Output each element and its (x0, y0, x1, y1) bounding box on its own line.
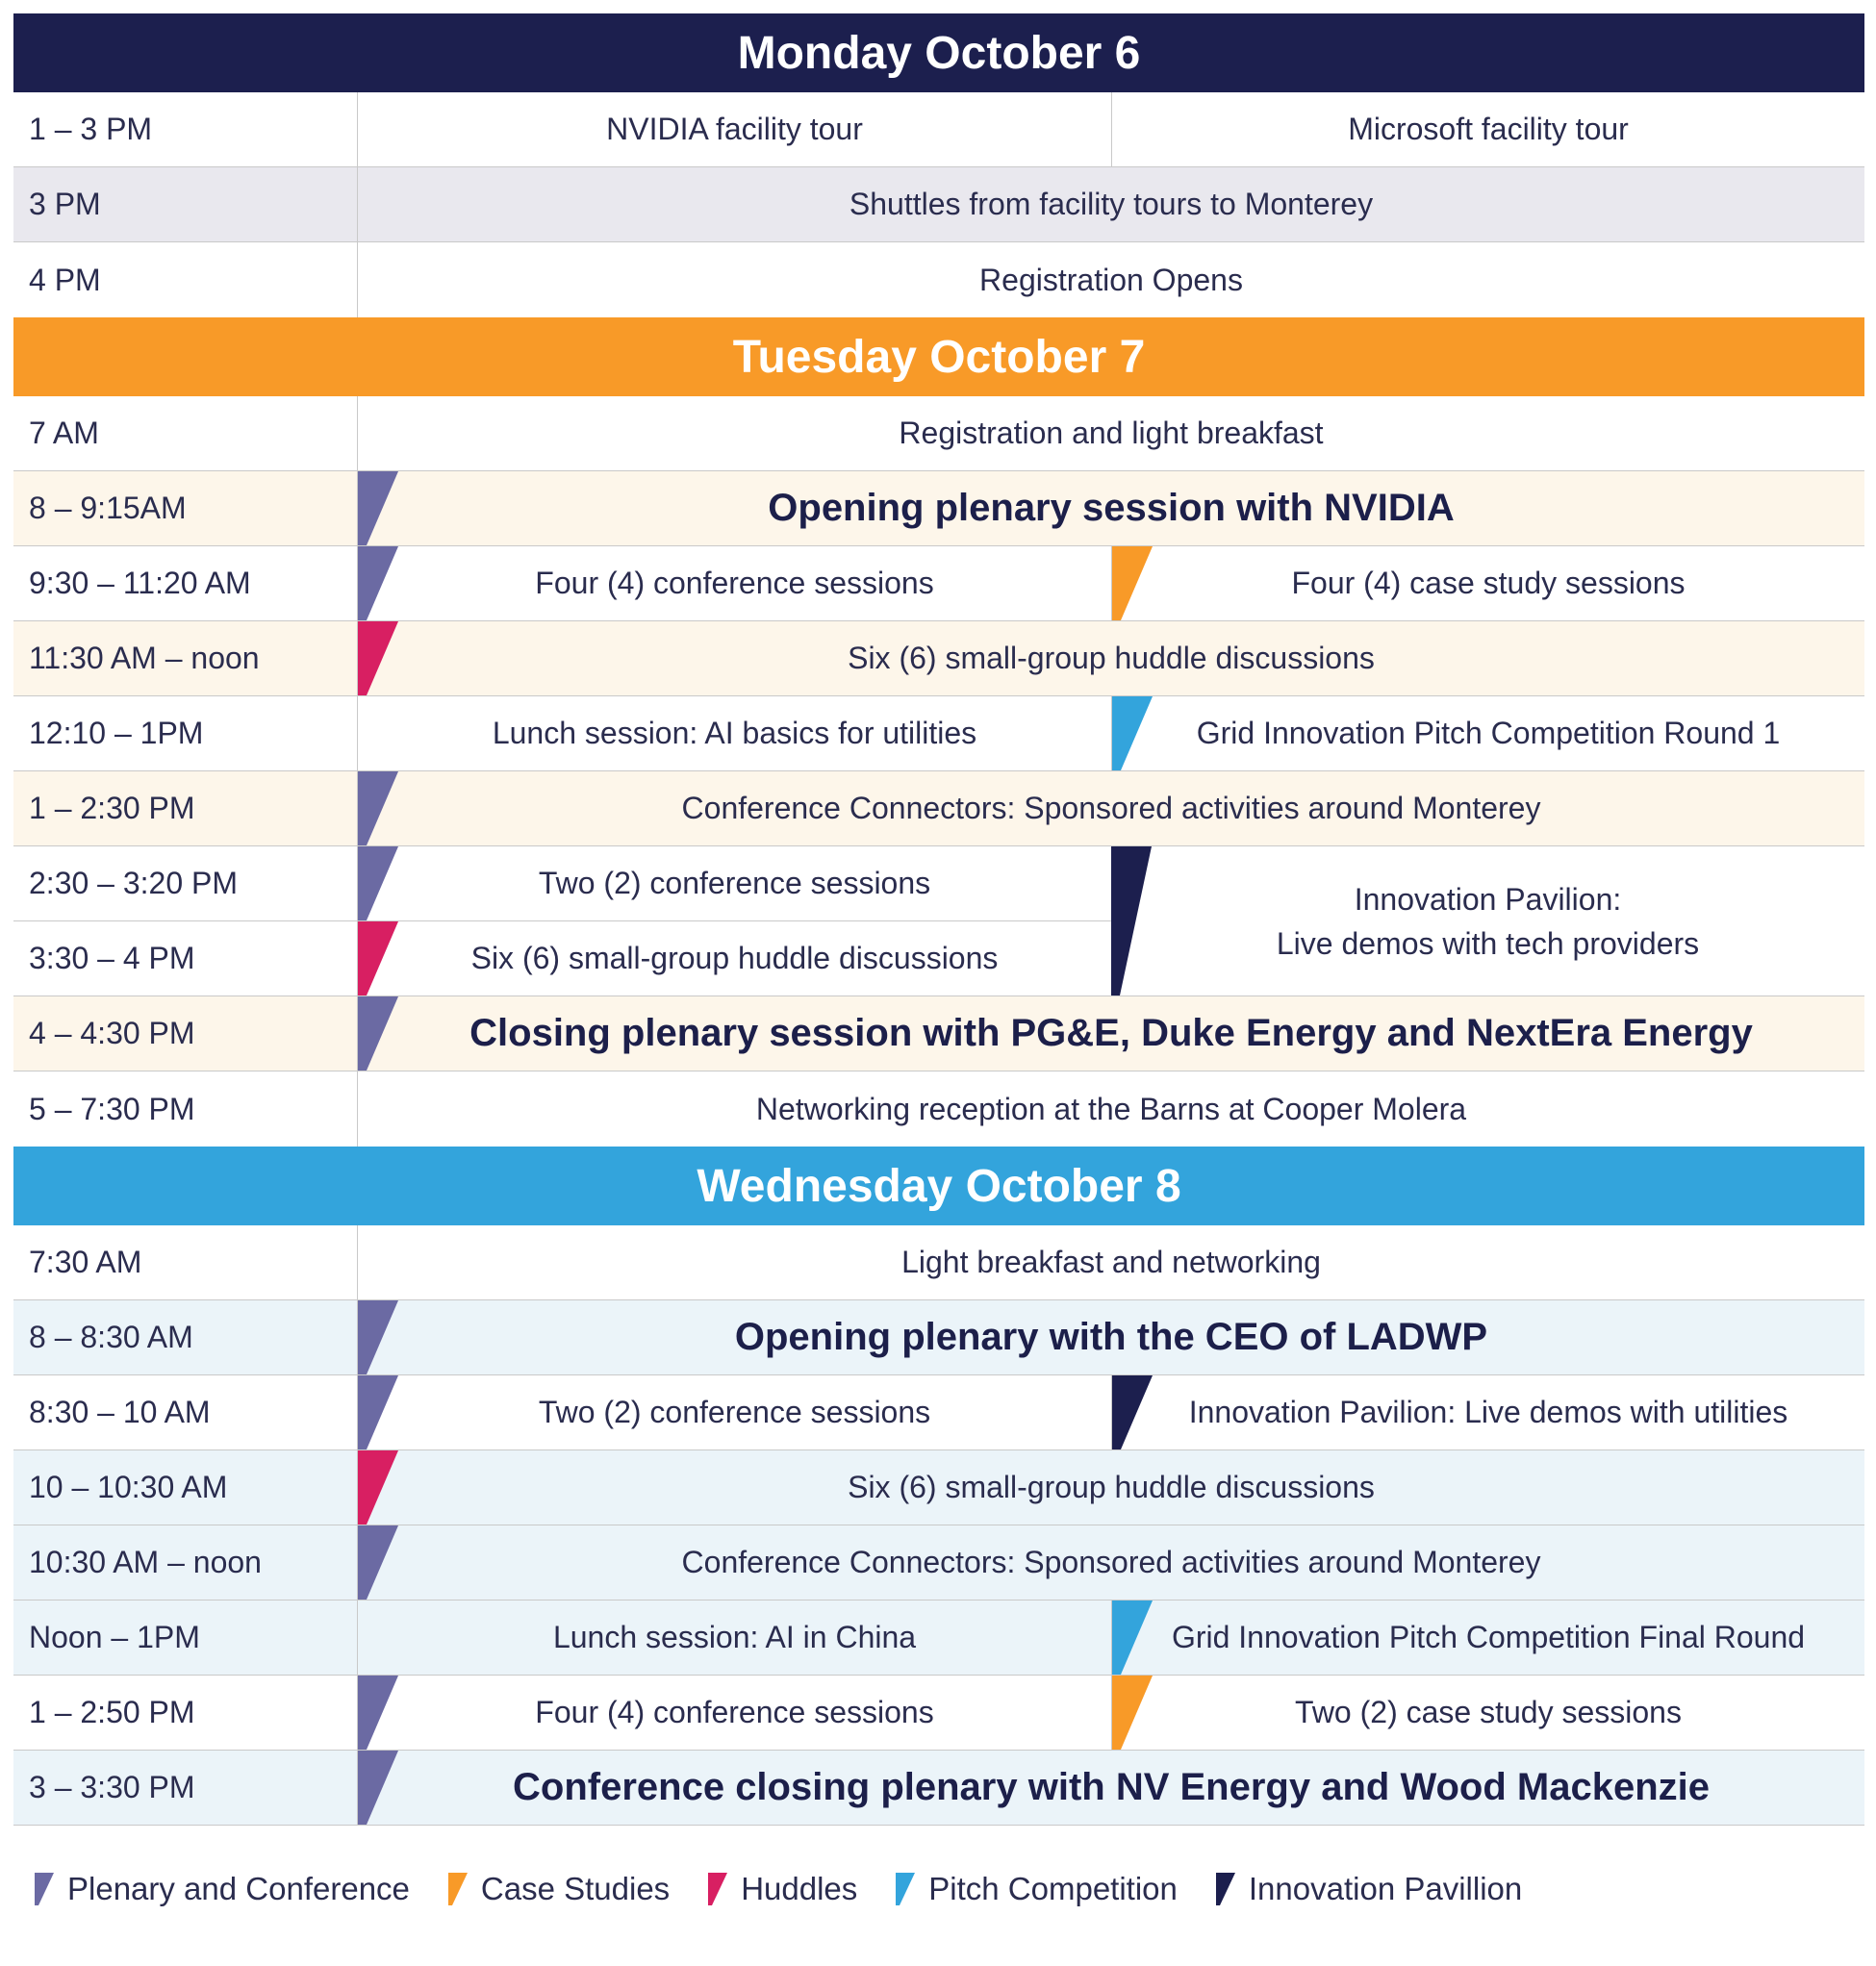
session-cell (1112, 696, 1864, 770)
session-text: Four (4) case study sessions (1291, 566, 1686, 600)
time-label: 12:10 – 1PM (13, 696, 358, 770)
session-text: Conference Connectors: Sponsored activities around Monterey (681, 1545, 1541, 1579)
pavilion-line-1: Innovation Pavilion: (1354, 881, 1622, 917)
legend-label: Innovation Pavillion (1248, 1871, 1523, 1906)
schedule-row (13, 167, 1864, 242)
session-text: Two (2) case study sessions (1295, 1695, 1682, 1729)
pitch-marker-icon (1112, 696, 1153, 770)
plenary-marker-icon (358, 996, 398, 1071)
session-cell (1112, 546, 1864, 620)
time-label: 10:30 AM – noon (13, 1525, 358, 1600)
schedule-row (13, 696, 1864, 771)
pavilion-cell (1111, 846, 1864, 996)
schedule-row (13, 1450, 1864, 1525)
session-cell: Shuttles from facility tours to Monterey (849, 187, 1374, 221)
plenary-legend-icon (35, 1873, 54, 1905)
time-label: 4 PM (13, 242, 358, 317)
day-title: Wednesday October 8 (697, 1160, 1181, 1212)
huddle-marker-icon (358, 1450, 398, 1525)
plenary-marker-icon (358, 846, 398, 920)
legend-item-pitch (896, 1871, 1178, 1907)
schedule-row (13, 396, 1864, 471)
schedule-row (13, 846, 1111, 921)
schedule-table (13, 13, 1864, 1826)
schedule-row (13, 996, 1864, 1071)
session-cell: Lunch session: AI in China (358, 1601, 1112, 1675)
session-text: Conference closing plenary with NV Energy and Wood Mackenzie (513, 1766, 1710, 1808)
day-header-monday (13, 13, 1864, 92)
schedule-row (13, 1525, 1864, 1601)
session-text: Grid Innovation Pitch Competition Round 1 (1196, 716, 1781, 750)
session-cell (1112, 1676, 1864, 1750)
schedule-row (13, 1751, 1864, 1826)
legend-item-case (448, 1871, 670, 1907)
schedule-row (13, 471, 1864, 546)
session-text: Opening plenary session with NVIDIA (768, 487, 1455, 529)
plenary-session-cell (358, 1300, 1864, 1374)
legend (13, 1871, 1560, 1907)
huddle-marker-icon (358, 621, 398, 695)
time-label: 1 – 3 PM (13, 92, 358, 166)
plenary-session-cell (358, 996, 1864, 1071)
session-text: Grid Innovation Pitch Competition Final Round (1171, 1620, 1806, 1654)
time-label: 3 – 3:30 PM (13, 1751, 358, 1825)
session-cell (358, 846, 1111, 920)
case-study-marker-icon (1112, 1676, 1153, 1750)
case-study-marker-icon (1112, 546, 1153, 620)
session-text: Six (6) small-group huddle discussions (848, 641, 1375, 675)
time-label: 10 – 10:30 AM (13, 1450, 358, 1525)
schedule-row (13, 242, 1864, 317)
time-label: Noon – 1PM (13, 1601, 358, 1675)
time-label: 8 – 8:30 AM (13, 1300, 358, 1374)
session-cell (1112, 1375, 1864, 1449)
schedule-row (13, 1300, 1864, 1375)
plenary-marker-icon (358, 1676, 398, 1750)
session-cell: Lunch session: AI basics for utilities (358, 696, 1112, 770)
huddle-marker-icon (358, 921, 398, 996)
plenary-marker-icon (358, 1751, 398, 1825)
session-text: Six (6) small-group huddle discussions (848, 1470, 1375, 1504)
session-text: Opening plenary with the CEO of LADWP (734, 1316, 1488, 1358)
session-cell (1112, 1601, 1864, 1675)
session-cell: Registration and light breakfast (899, 416, 1324, 450)
time-label: 4 – 4:30 PM (13, 996, 358, 1071)
legend-label: Pitch Competition (928, 1871, 1178, 1906)
pavilion-marker-icon (1112, 1375, 1153, 1449)
session-cell (358, 1450, 1864, 1525)
plenary-marker-icon (358, 546, 398, 620)
legend-label: Huddles (741, 1871, 858, 1906)
time-label: 3 PM (13, 167, 358, 241)
session-text: Four (4) conference sessions (535, 566, 934, 600)
session-cell (358, 921, 1111, 996)
session-cell: Light breakfast and networking (901, 1245, 1321, 1279)
schedule-row (13, 92, 1864, 167)
time-label: 7 AM (13, 396, 358, 470)
time-label: 11:30 AM – noon (13, 621, 358, 695)
time-label: 8 – 9:15AM (13, 471, 358, 545)
schedule-row (13, 1071, 1864, 1147)
pavilion-block (13, 846, 1864, 996)
session-cell (358, 1525, 1864, 1600)
legend-item-pavilion (1216, 1871, 1522, 1907)
schedule-row (13, 546, 1864, 621)
plenary-session-cell (358, 1751, 1864, 1825)
legend-item-plenary (35, 1871, 410, 1907)
pavilion-marker-icon (1111, 846, 1152, 996)
schedule-row (13, 621, 1864, 696)
schedule-row (13, 1676, 1864, 1751)
huddle-legend-icon (708, 1873, 727, 1905)
day-title: Tuesday October 7 (732, 331, 1146, 383)
plenary-marker-icon (358, 771, 398, 845)
time-label: 2:30 – 3:20 PM (13, 846, 358, 920)
legend-label: Case Studies (480, 1871, 671, 1906)
plenary-marker-icon (358, 1375, 398, 1449)
time-label: 9:30 – 11:20 AM (13, 546, 358, 620)
schedule-row (13, 771, 1864, 846)
session-cell (358, 1375, 1112, 1449)
session-text: Two (2) conference sessions (538, 866, 931, 900)
legend-label: Plenary and Conference (67, 1871, 410, 1906)
schedule-row (13, 921, 1111, 996)
pavilion-legend-icon (1216, 1873, 1235, 1905)
session-cell (358, 771, 1864, 845)
time-label: 3:30 – 4 PM (13, 921, 358, 996)
session-text: Six (6) small-group huddle discussions (470, 941, 999, 975)
session-cell (358, 1676, 1112, 1750)
plenary-session-cell (358, 471, 1864, 545)
plenary-marker-icon (358, 471, 398, 545)
session-text: Innovation Pavilion: Live demos with utilities (1188, 1395, 1788, 1429)
time-label: 8:30 – 10 AM (13, 1375, 358, 1449)
plenary-marker-icon (358, 1525, 398, 1600)
plenary-marker-icon (358, 1300, 398, 1374)
session-text: Conference Connectors: Sponsored activities around Monterey (681, 791, 1541, 825)
time-label: 7:30 AM (13, 1225, 358, 1299)
time-label: 5 – 7:30 PM (13, 1071, 358, 1147)
pitch-marker-icon (1112, 1601, 1153, 1675)
schedule-row (13, 1225, 1864, 1300)
pavilion-line-2: Live demos with tech providers (1276, 925, 1700, 961)
time-label: 1 – 2:30 PM (13, 771, 358, 845)
session-cell: Microsoft facility tour (1348, 112, 1629, 146)
pitch-legend-icon (896, 1873, 915, 1905)
session-cell (358, 546, 1112, 620)
schedule-row (13, 1375, 1864, 1450)
session-cell: Registration Opens (979, 262, 1243, 297)
legend-item-huddle (708, 1871, 857, 1907)
day-header-tuesday (13, 317, 1864, 396)
session-cell: Networking reception at the Barns at Cooper Molera (755, 1091, 1467, 1126)
day-title: Monday October 6 (737, 27, 1141, 79)
time-label: 1 – 2:50 PM (13, 1676, 358, 1750)
case-study-legend-icon (448, 1873, 468, 1905)
session-cell: NVIDIA facility tour (358, 92, 1112, 166)
schedule-row (13, 1601, 1864, 1676)
session-text: Closing plenary session with PG&E, Duke Energy and NextEra Energy (469, 1012, 1753, 1054)
session-text: Four (4) conference sessions (535, 1695, 934, 1729)
session-cell (358, 621, 1864, 695)
session-text: Two (2) conference sessions (538, 1395, 931, 1429)
day-header-wednesday (13, 1147, 1864, 1225)
